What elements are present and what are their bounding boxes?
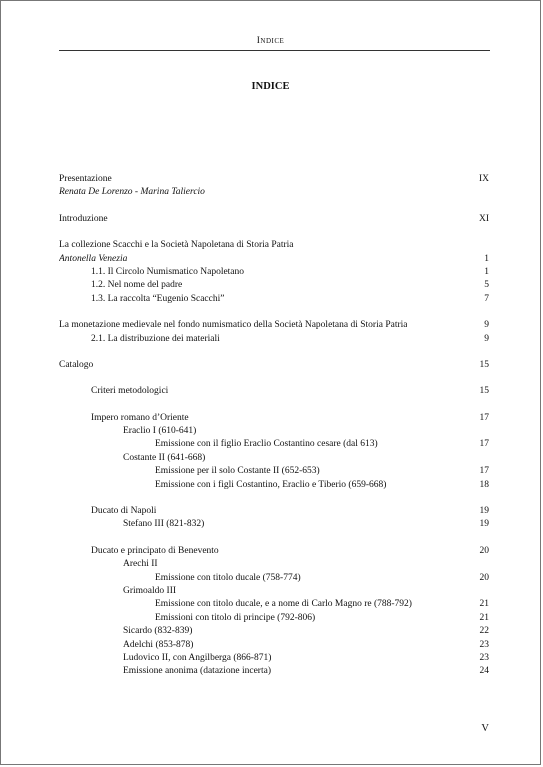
toc-label: 1.3. La raccolta “Eugenio Scacchi”	[91, 293, 225, 304]
toc-page: IX	[478, 174, 489, 184]
toc-page: 20	[479, 572, 489, 583]
toc-page: 19	[479, 506, 489, 517]
toc-page: 23	[479, 652, 489, 663]
toc-label: La monetazione medievale nel fondo numismatico della Società Napoletana di Storia Patria	[59, 320, 408, 331]
toc-entry-ducato[interactable]	[59, 505, 489, 518]
toc-label: La collezione Scacchi e la Società Napoletana di Storia Patria	[59, 240, 294, 251]
toc-label: Eraclio I (610-641)	[123, 426, 197, 437]
toc-subentry[interactable]	[59, 625, 489, 638]
toc-label: Emissione con titolo ducale, e a nome di Carlo Magno re (788-792)	[155, 599, 412, 610]
toc-subentry[interactable]	[59, 665, 489, 678]
toc-page: 19	[479, 519, 489, 530]
table-of-contents	[59, 173, 489, 679]
toc-subentry[interactable]	[59, 293, 489, 306]
toc-subentry[interactable]	[59, 479, 489, 492]
toc-subentry[interactable]	[59, 598, 489, 611]
toc-page: 17	[479, 466, 489, 477]
toc-label: Emissione con i figli Costantino, Eraclio e Tiberio (659-668)	[155, 479, 387, 490]
toc-label: Impero romano d’Oriente	[91, 412, 189, 423]
toc-page: 1	[484, 266, 489, 277]
toc-subentry[interactable]	[59, 558, 489, 571]
toc-label: Ducato e principato di Benevento	[91, 545, 219, 556]
toc-label: Costante II (641-668)	[123, 452, 206, 463]
toc-label: Grimoaldo III	[123, 585, 177, 596]
toc-subentry[interactable]	[59, 518, 489, 531]
toc-subentry[interactable]	[59, 438, 489, 451]
toc-page: 23	[479, 639, 489, 650]
toc-page: 9	[484, 333, 489, 344]
toc-subentry[interactable]	[59, 585, 489, 598]
toc-subentry[interactable]	[59, 266, 489, 279]
toc-entry-benevento[interactable]	[59, 545, 489, 558]
toc-label: Criteri metodologici	[91, 386, 169, 397]
toc-page: XI	[478, 213, 489, 224]
toc-subentry[interactable]	[59, 572, 489, 585]
toc-page: 21	[479, 612, 489, 623]
toc-label: 2.1. La distribuzione dei materiali	[91, 333, 220, 344]
page-title: INDICE	[251, 81, 290, 92]
toc-page: 17	[479, 412, 489, 423]
toc-page: 18	[479, 479, 489, 490]
toc-label: Presentazione	[59, 174, 112, 184]
toc-label: Emissione anonima (datazione incerta)	[123, 666, 271, 677]
toc-label: Arechi II	[123, 559, 158, 570]
toc-entry-collezione[interactable]	[59, 239, 489, 252]
toc-entry-catalogo[interactable]	[59, 359, 489, 372]
toc-page: 7	[484, 293, 489, 304]
toc-label: Sicardo (832-839)	[123, 626, 193, 637]
toc-page: 5	[484, 280, 489, 291]
toc-subentry[interactable]	[59, 465, 489, 478]
toc-entry-presentazione[interactable]	[59, 173, 489, 186]
toc-page: 20	[479, 545, 489, 556]
toc-entry-criteri[interactable]	[59, 385, 489, 398]
toc-page: 15	[479, 386, 489, 397]
toc-label: Ducato di Napoli	[91, 506, 157, 517]
toc-label: Emissione con titolo ducale (758-774)	[155, 572, 301, 583]
toc-subentry[interactable]	[59, 425, 489, 438]
header-rule	[59, 50, 490, 51]
toc-subentry[interactable]	[59, 279, 489, 292]
toc-page: 9	[484, 320, 489, 331]
toc-author-row	[59, 253, 489, 266]
toc-subentry[interactable]	[59, 452, 489, 465]
toc-label: Emissione per il solo Costante II (652-653)	[155, 466, 320, 477]
toc-page: 21	[479, 599, 489, 610]
toc-author: Antonella Venezia	[59, 253, 128, 264]
toc-label: Adelchi (853-878)	[123, 639, 194, 650]
toc-subentry[interactable]	[59, 333, 489, 346]
toc-entry-monetazione[interactable]	[59, 319, 489, 332]
toc-label: Emissioni con titolo di principe (792-806)	[155, 612, 316, 623]
toc-label: Catalogo	[59, 359, 94, 370]
toc-page: 1	[484, 253, 489, 264]
toc-subentry[interactable]	[59, 639, 489, 652]
toc-label: 1.2. Nel nome del padre	[91, 280, 183, 291]
toc-page: 17	[479, 439, 489, 450]
toc-entry-impero[interactable]	[59, 412, 489, 425]
page-number: V	[481, 723, 489, 734]
toc-page: 22	[479, 626, 489, 637]
toc-subentry[interactable]	[59, 612, 489, 625]
toc-label: Ludovico II, con Angilberga (866-871)	[123, 652, 272, 663]
toc-entry-introduzione[interactable]	[59, 213, 489, 226]
toc-page: 24	[479, 666, 489, 677]
toc-label: 1.1. Il Circolo Numismatico Napoletano	[91, 266, 245, 277]
toc-page: 15	[479, 359, 489, 370]
toc-label: Emissione con il figlio Eraclio Costantino cesare (dal 613)	[155, 439, 378, 450]
toc-label: Introduzione	[59, 213, 108, 224]
toc-authors	[59, 186, 489, 199]
toc-subentry[interactable]	[59, 652, 489, 665]
toc-label: Stefano III (821-832)	[123, 519, 205, 530]
toc-author: Renata De Lorenzo - Marina Taliercio	[59, 187, 205, 198]
running-head: Indice	[256, 36, 285, 46]
